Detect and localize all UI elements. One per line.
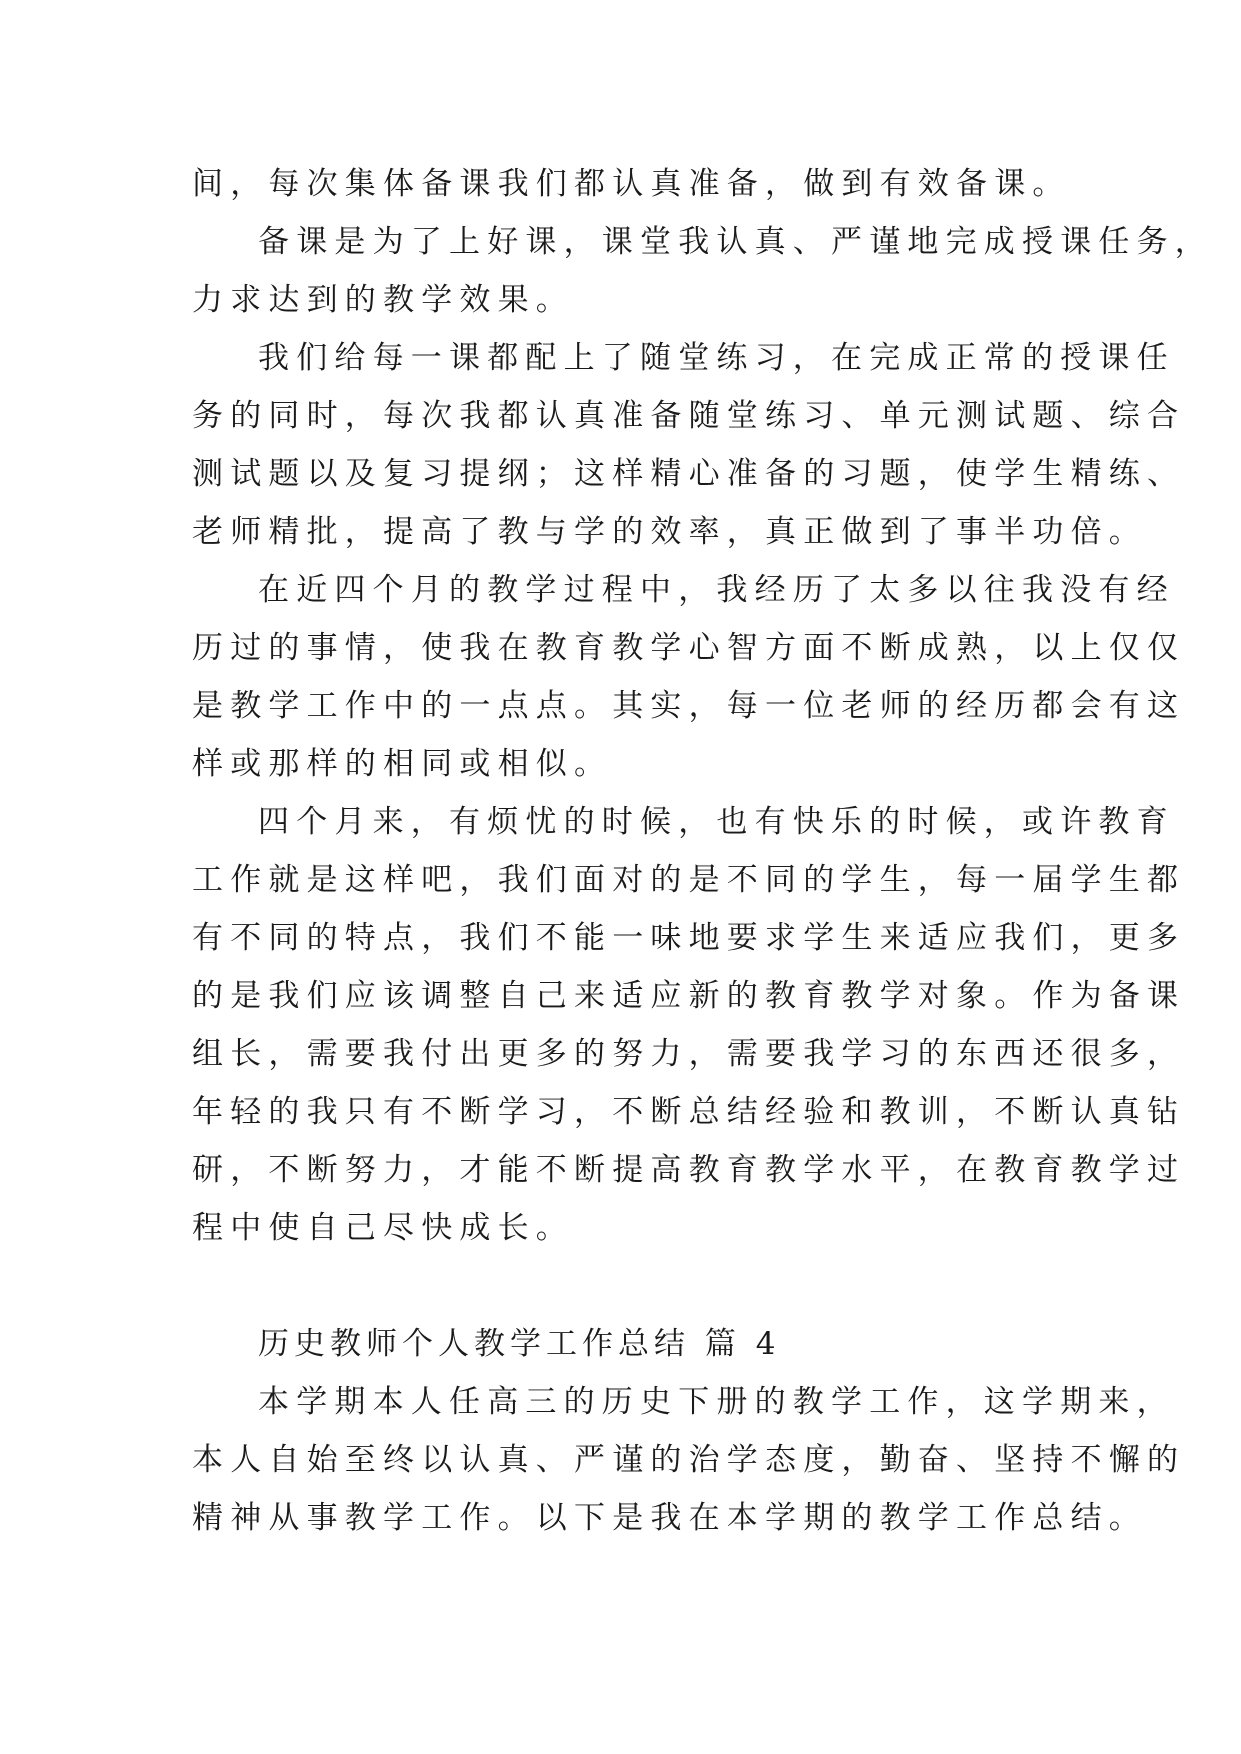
- paragraph: [192, 1373, 1186, 1547]
- text-line: 力求达到的教学效果。: [192, 282, 574, 318]
- section-gap: [192, 1257, 1058, 1315]
- paragraph: [192, 213, 1213, 329]
- text-line: 在近四个月的教学过程中，我经历了太多以往我没有经: [258, 572, 1175, 608]
- text-line: 研，不断努力，才能不断提高教育教学水平，在教育教学过: [192, 1152, 1186, 1188]
- text-line: 组长，需要我付出更多的努力，需要我学习的东西还很多，: [192, 1036, 1186, 1072]
- text-line: 本人自始至终以认真、严谨的治学态度，勤奋、坚持不懈的: [192, 1442, 1186, 1478]
- text-line: 四个月来，有烦忧的时候，也有快乐的时候，或许教育: [258, 804, 1175, 840]
- text-line: 历过的事情，使我在教育教学心智方面不断成熟，以上仅仅: [192, 630, 1186, 666]
- text-line: 测试题以及复习提纲；这样精心准备的习题，使学生精练、: [192, 456, 1186, 492]
- text-line: 我们给每一课都配上了随堂练习，在完成正常的授课任: [258, 340, 1175, 376]
- text-line: 本学期本人任高三的历史下册的教学工作，这学期来，: [258, 1384, 1175, 1420]
- paragraph: [192, 561, 1186, 793]
- section-heading-text: 历史教师个人教学工作总结 篇 4: [258, 1326, 781, 1362]
- text-line: 老师精批，提高了教与学的效率，真正做到了事半功倍。: [192, 514, 1147, 550]
- text-line: 备课是为了上好课，课堂我认真、严谨地完成授课任务，: [258, 224, 1213, 260]
- document-page: [192, 155, 1213, 1547]
- text-line: 年轻的我只有不断学习，不断总结经验和教训，不断认真钻: [192, 1094, 1186, 1130]
- paragraph: [192, 329, 1186, 561]
- text-line: 务的同时，每次我都认真准备随堂练习、单元测试题、综合: [192, 398, 1186, 434]
- paragraph: [192, 155, 1071, 213]
- text-line: 工作就是这样吧，我们面对的是不同的学生，每一届学生都: [192, 862, 1186, 898]
- text-line: 有不同的特点，我们不能一味地要求学生来适应我们，更多: [192, 920, 1186, 956]
- text-line: 样或那样的相同或相似。: [192, 746, 613, 782]
- section-heading: [192, 1315, 1058, 1373]
- paragraph: [192, 793, 1186, 1257]
- text-line: 间，每次集体备课我们都认真准备，做到有效备课。: [192, 166, 1071, 202]
- text-line: 是教学工作中的一点点。其实，每一位老师的经历都会有这: [192, 688, 1186, 724]
- text-line: 程中使自己尽快成长。: [192, 1210, 574, 1246]
- text-line: 的是我们应该调整自己来适应新的教育教学对象。作为备课: [192, 978, 1186, 1014]
- text-line: 精神从事教学工作。以下是我在本学期的教学工作总结。: [192, 1500, 1147, 1536]
